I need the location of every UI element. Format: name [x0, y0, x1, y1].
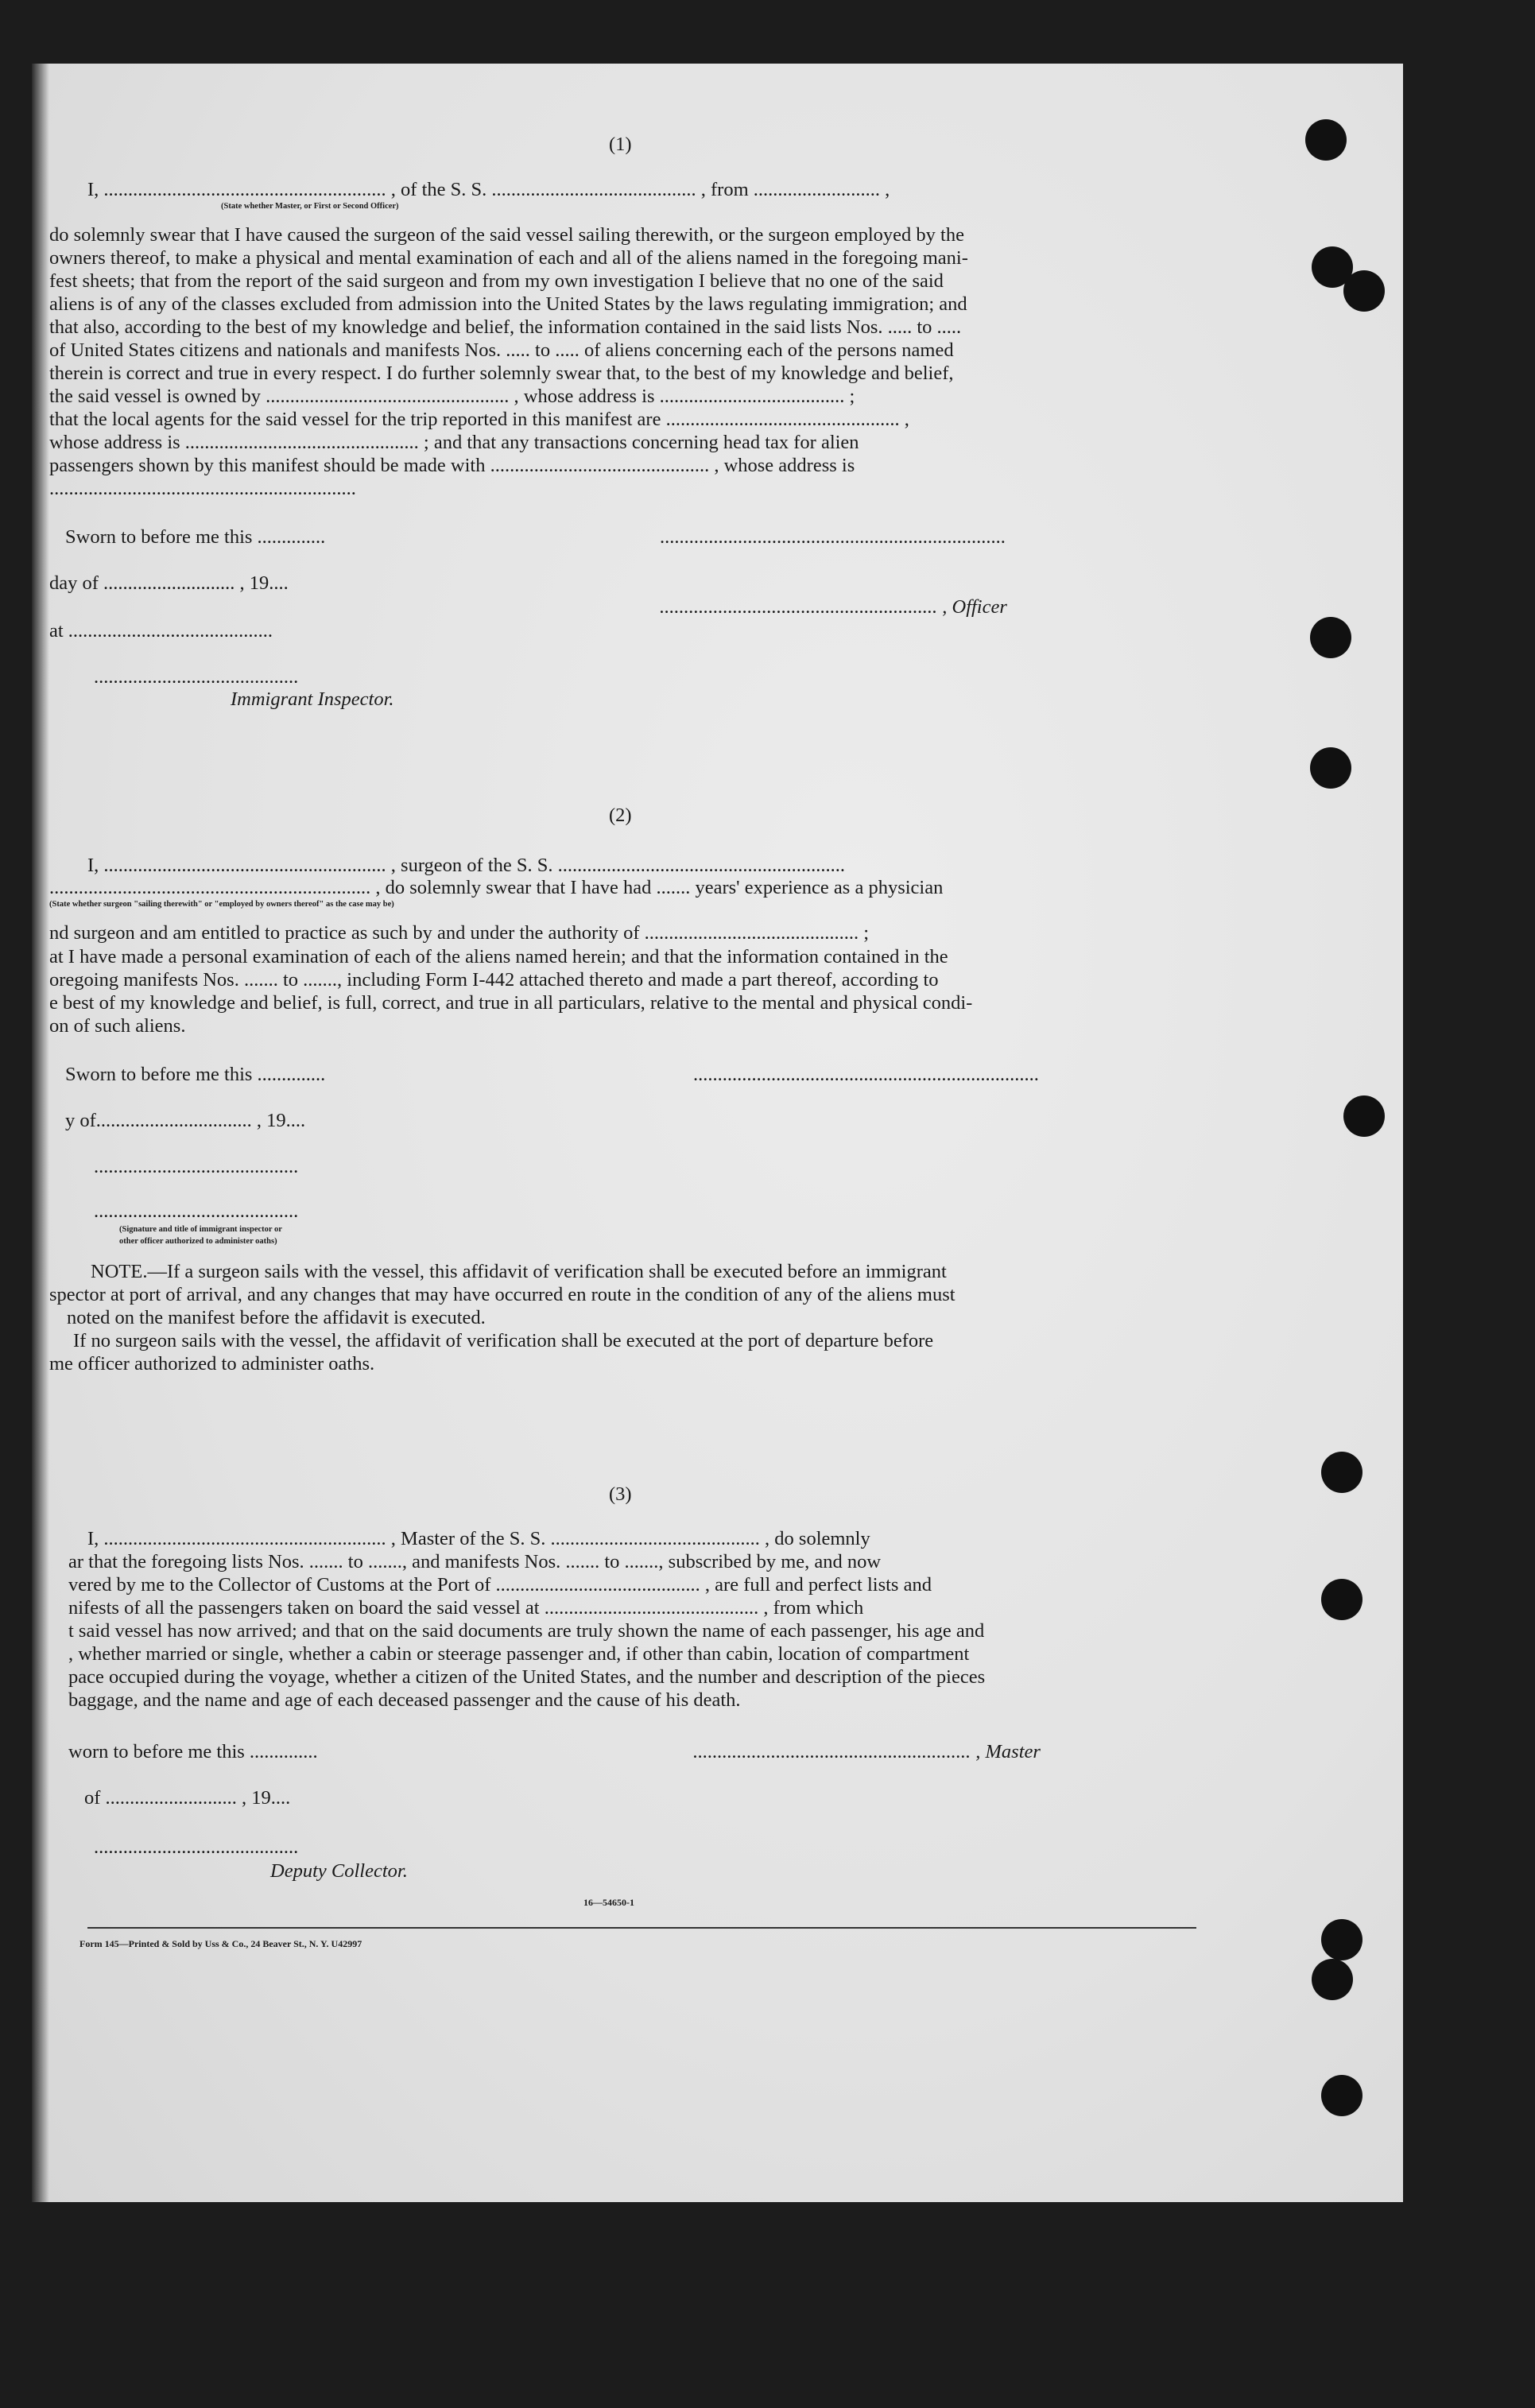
punch-hole	[1312, 1959, 1353, 2000]
oath-line-1: I, .......................................................... , of the S. S. .......................................... , from .......................... ,	[87, 179, 890, 200]
footer-rule	[87, 1927, 1196, 1929]
signature-caption-2: other officer authorized to administer oaths)	[119, 1237, 277, 1246]
form-code: 16—54650-1	[583, 1897, 634, 1908]
note-line: NOTE.—If a surgeon sails with the vessel, this affidavit of verification shall be executed before an immigrant	[91, 1261, 947, 1282]
body-line: ar that the foregoing lists Nos. ....... to ......., and manifests Nos. ....... to ......., subscribed by me, and now	[68, 1551, 882, 1572]
surgeon-line-2: .................................................................. , do solemnly swear that I have had ....... years' experience as a physician	[49, 877, 944, 898]
body-line: vered by me to the Collector of Customs at the Port of .......................................... , are full and perfect lists and	[68, 1574, 932, 1596]
body-line: nifests of all the passengers taken on board the said vessel at ............................................ , from which	[68, 1597, 864, 1619]
section-2-heading: (2)	[609, 805, 632, 826]
body-line: of United States citizens and nationals and manifests Nos. ..... to ..... of aliens concerning each of the persons named	[49, 339, 954, 361]
body-line: fest sheets; that from the report of the said surgeon and from my own investigation I believe that no one of the said	[49, 270, 944, 292]
body-line: , whether married or single, whether a cabin or steerage passenger and, if other than cabin, location of compartment	[68, 1643, 970, 1665]
punch-hole	[1321, 2075, 1363, 2116]
inspector-label: Immigrant Inspector.	[231, 688, 394, 710]
day-line: day of ........................... , 19....	[49, 572, 289, 594]
note-line: If no surgeon sails with the vessel, the affidavit of verification shall be executed at the port of departure before	[73, 1330, 934, 1351]
punch-hole	[1310, 747, 1351, 789]
body-line: t said vessel has now arrived; and that on the said documents are truly shown the name of each passenger, his age and	[68, 1620, 985, 1642]
signature-line: ..........................................	[94, 1836, 299, 1858]
punch-hole	[1343, 270, 1385, 312]
punch-hole	[1305, 119, 1347, 161]
body-line: owners thereof, to make a physical and mental examination of each and all of the aliens named in the foregoing mani-	[49, 247, 968, 269]
sworn-line: worn to before me this ..............	[68, 1741, 318, 1762]
body-line: ...............................................................	[49, 478, 356, 499]
body-line: the said vessel is owned by .................................................. , whose address is ...................................... ;	[49, 386, 855, 407]
body-line: pace occupied during the voyage, whether a citizen of the United States, and the number and description of the pieces	[68, 1666, 986, 1688]
printer-imprint: Form 145—Printed & Sold by Uss & Co., 24 Beaver St., N. Y. U42997	[79, 1938, 362, 1949]
body-line: that the local agents for the said vessel for the trip reported in this manifest are ................................................ ,	[49, 409, 909, 430]
body-line: whose address is ................................................ ; and that any transactions concerning head tax for alien	[49, 432, 859, 453]
body-line: that also, according to the best of my knowledge and belief, the information contained in the said lists Nos. ..... to .....	[49, 316, 962, 338]
blank-line: ..........................................	[94, 1200, 299, 1222]
section-3-heading: (3)	[609, 1483, 632, 1505]
body-line: therein is correct and true in every respect. I do further solemnly swear that, to the best of my knowledge and belief,	[49, 363, 954, 384]
note-line: noted on the manifest before the affidavit is executed.	[67, 1307, 486, 1328]
at-line: at ..........................................	[49, 620, 273, 642]
punch-hole	[1310, 617, 1351, 658]
surgeon-line-1: I, .......................................................... , surgeon of the S. S. ...........................................................	[87, 855, 845, 876]
day-line: y of................................ , 19....	[65, 1110, 306, 1131]
page-edge-shadow	[32, 64, 49, 2202]
collector-label: Deputy Collector.	[270, 1860, 408, 1882]
body-line: at I have made a personal examination of each of the aliens named herein; and that the information contained in the	[49, 946, 948, 967]
body-line: nd surgeon and am entitled to practice as such by and under the authority of ............................................ ;	[49, 922, 870, 944]
officer-caption: (State whether Master, or First or Second Officer)	[221, 202, 399, 211]
note-line: me officer authorized to administer oaths.	[49, 1353, 375, 1375]
signature-right-line: .......................................................................	[693, 1064, 1039, 1085]
master-signature: ......................................................... , Master	[693, 1741, 1041, 1762]
punch-hole	[1321, 1579, 1363, 1620]
body-line: oregoing manifests Nos. ....... to ......., including Form I-442 attached thereto and made a part thereof, according to	[49, 969, 939, 991]
punch-hole	[1321, 1919, 1363, 1960]
sworn-line: Sworn to before me this ..............	[65, 526, 326, 548]
officer-signature: ......................................................... , Officer	[660, 596, 1007, 618]
signature-caption-1: (Signature and title of immigrant inspector or	[119, 1225, 282, 1234]
note-line: spector at port of arrival, and any changes that may have occurred en route in the condition of any of the aliens must	[49, 1284, 955, 1305]
section-1-heading: (1)	[609, 134, 632, 155]
body-line: e best of my knowledge and belief, is full, correct, and true in all particulars, relative to the mental and physical condi-	[49, 992, 973, 1014]
signature-line: ..........................................	[94, 666, 299, 688]
body-line: do solemnly swear that I have caused the surgeon of the said vessel sailing therewith, or the surgeon employed by the	[49, 224, 964, 246]
officer-line: .......................................................................	[660, 526, 1006, 548]
body-line: on of such aliens.	[49, 1015, 186, 1037]
body-line: baggage, and the name and age of each deceased passenger and the cause of his death.	[68, 1689, 741, 1711]
punch-hole	[1321, 1452, 1363, 1493]
sworn-line: Sworn to before me this ..............	[65, 1064, 326, 1085]
day-line: of ........................... , 19....	[84, 1787, 291, 1809]
body-line: passengers shown by this manifest should be made with ............................................. , whose address is	[49, 455, 855, 476]
surgeon-caption: (State whether surgeon "sailing therewith" or "employed by owners thereof" as the case may be)	[49, 900, 394, 909]
body-line: aliens is of any of the classes excluded from admission into the United States by the laws regulating immigration; and	[49, 293, 967, 315]
body-line: I, .......................................................... , Master of the S. S. ........................................... , do solemnly	[87, 1528, 870, 1549]
punch-hole	[1343, 1095, 1385, 1137]
blank-line: ..........................................	[94, 1156, 299, 1177]
